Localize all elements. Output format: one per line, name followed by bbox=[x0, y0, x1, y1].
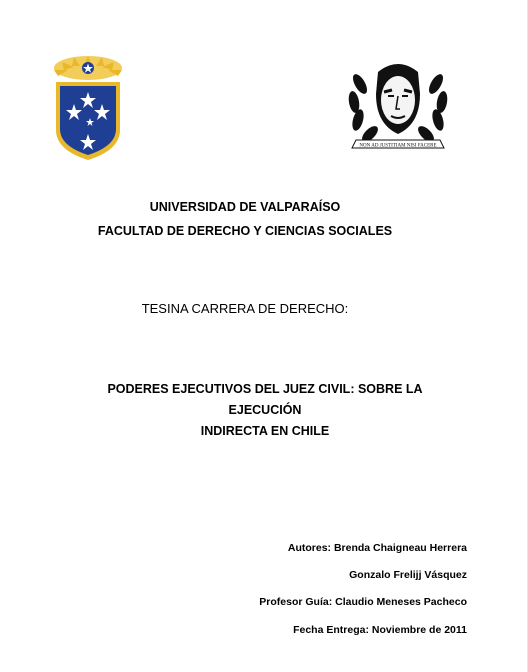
document-type: TESINA CARRERA DE DERECHO: bbox=[141, 301, 349, 316]
thesis-title-line-1: PODERES EJECUTIVOS DEL JUEZ CIVIL: SOBRE LA EJECUCIÓN bbox=[107, 382, 423, 417]
law-faculty-emblem-logo bbox=[340, 54, 456, 158]
university-name: UNIVERSIDAD DE VALPARAÍSO bbox=[149, 200, 341, 214]
advisor-line: Profesor Guía: Claudio Meneses Pacheco bbox=[259, 596, 467, 608]
university-shield-logo bbox=[52, 54, 124, 164]
thesis-title-line-2: INDIRECTA EN CHILE bbox=[200, 424, 330, 438]
thesis-title bbox=[80, 379, 450, 442]
delivery-date-line: Fecha Entrega: Noviembre de 2011 bbox=[293, 624, 467, 636]
faculty-name: FACULTAD DE DERECHO Y CIENCIAS SOCIALES bbox=[97, 224, 393, 238]
emblem-motto: NON AD JUSTITIAM NISI FACERE bbox=[359, 143, 437, 149]
authors-line: Autores: Brenda Chaigneau Herrera bbox=[287, 542, 467, 554]
author-2-line: Gonzalo Frelijj Vásquez bbox=[349, 569, 467, 581]
